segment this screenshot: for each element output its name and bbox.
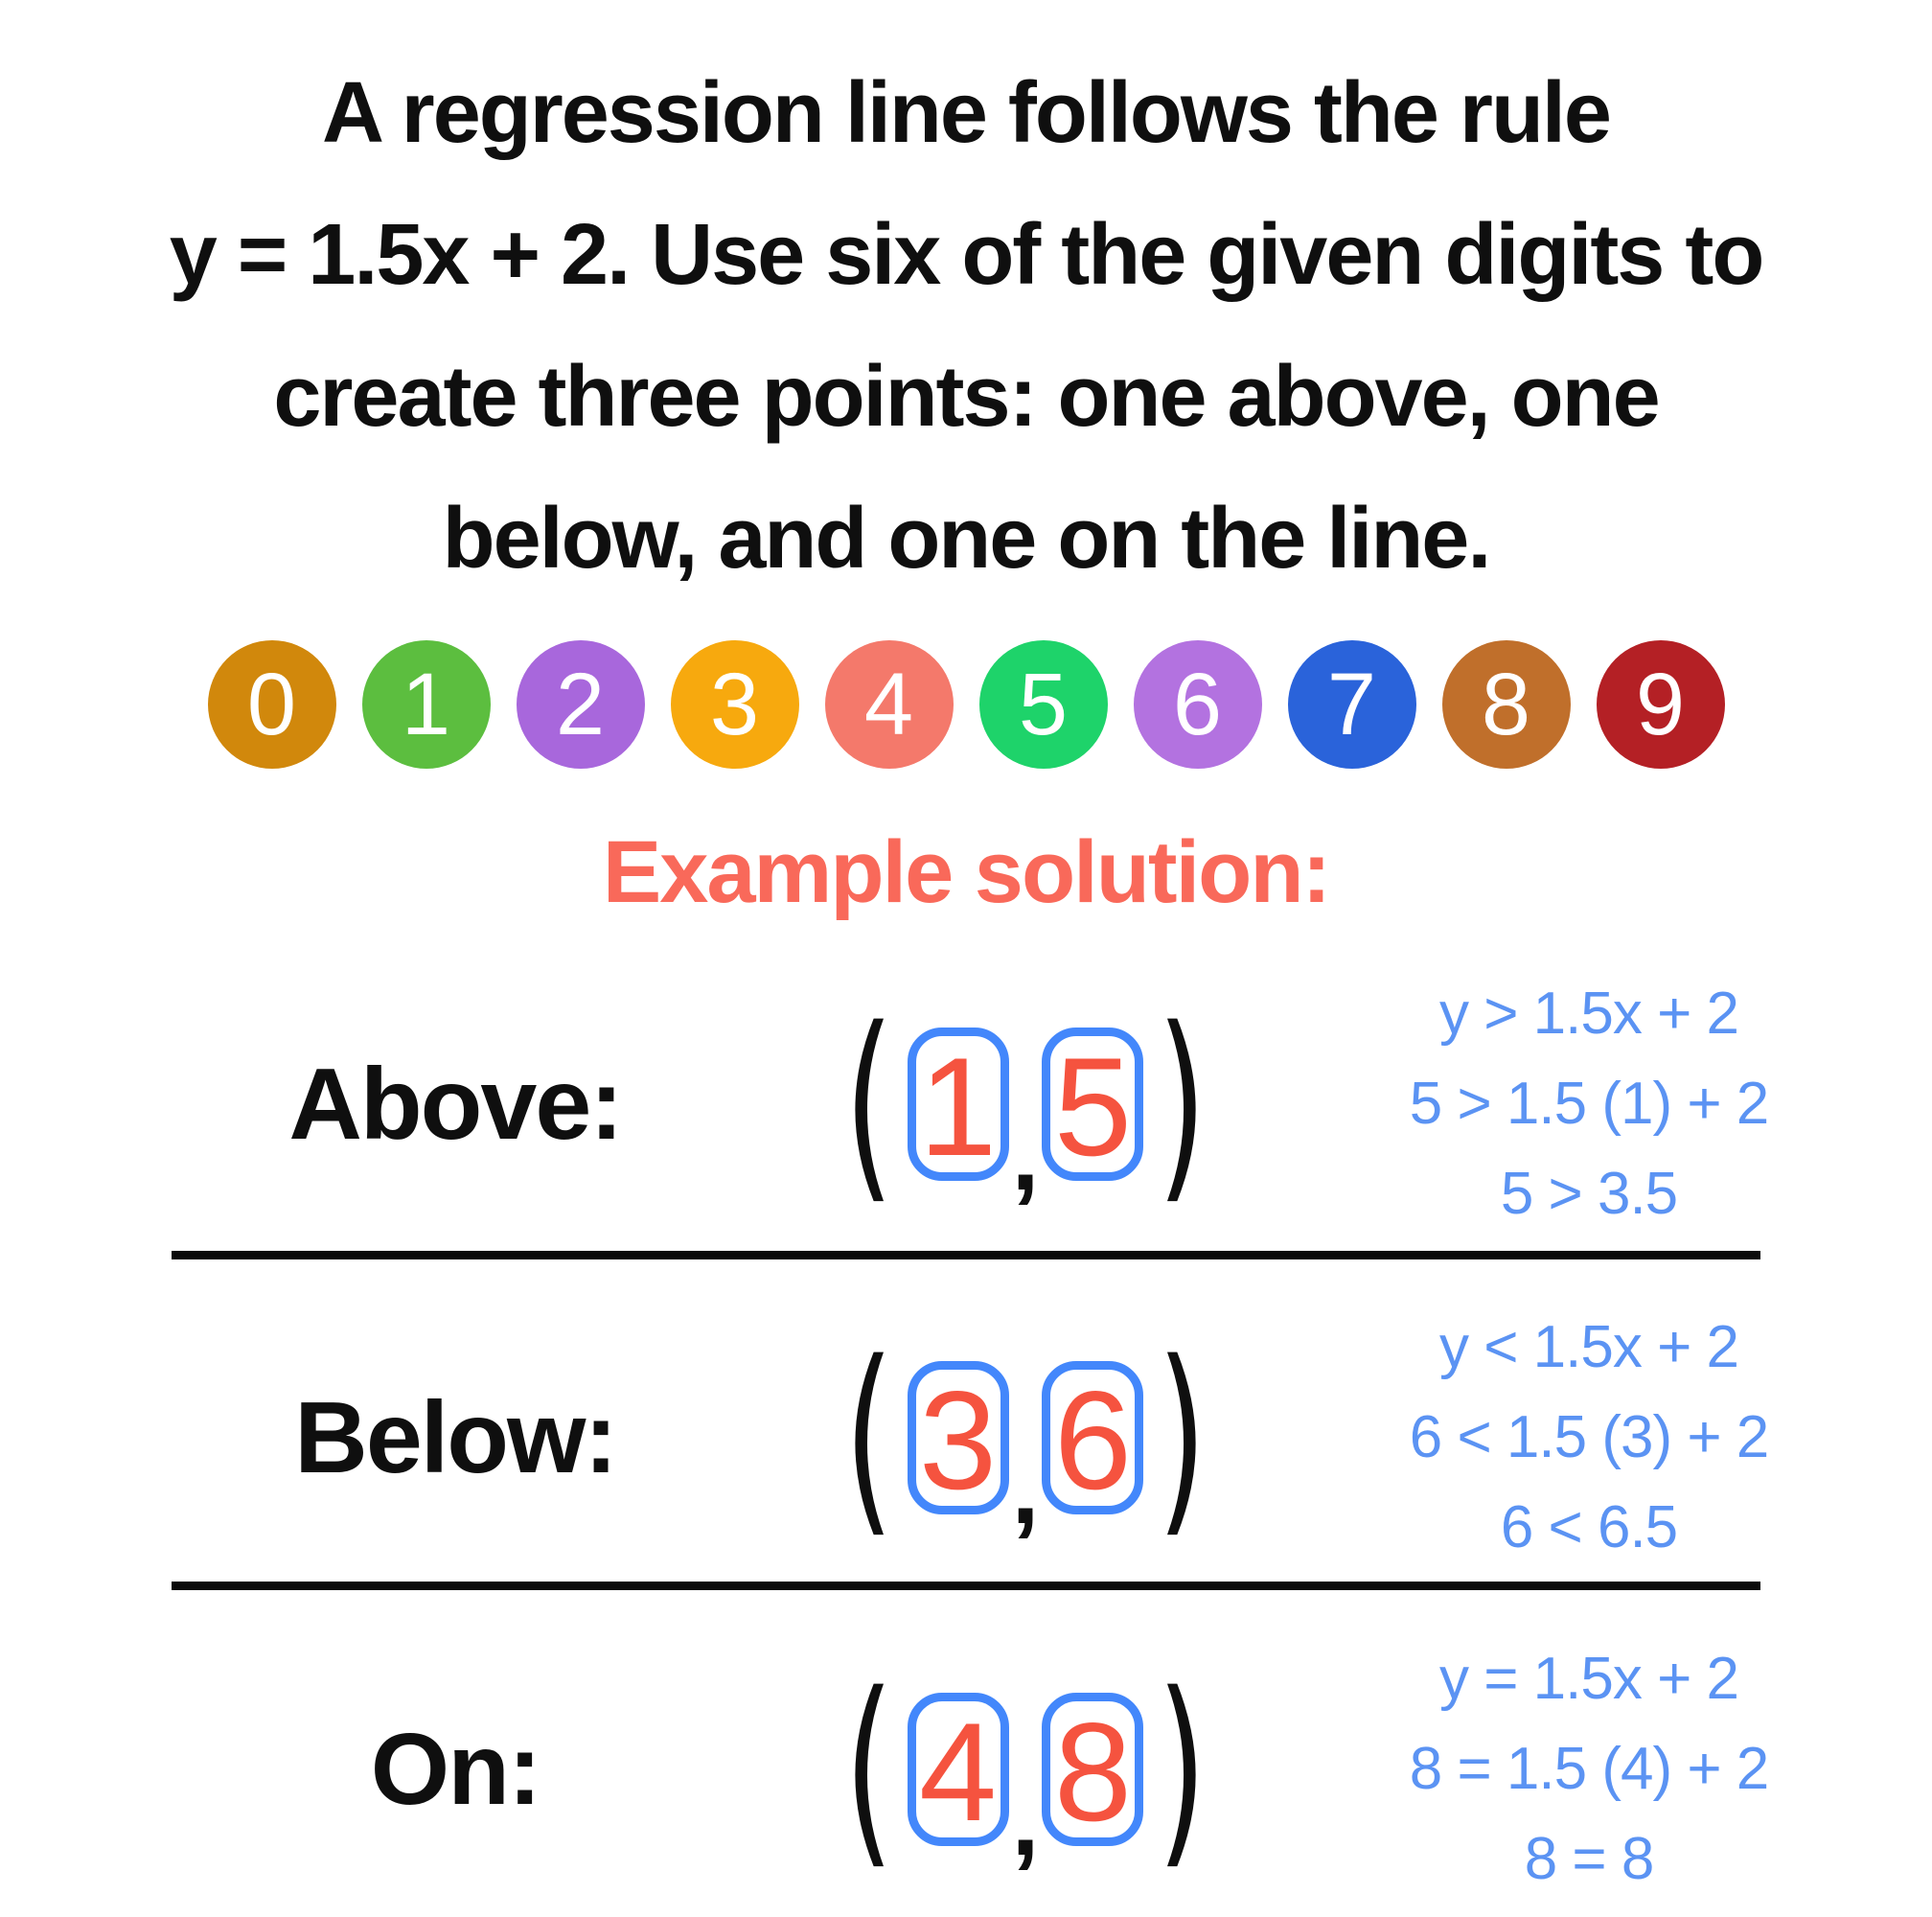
example-solution-heading: Example solution: bbox=[602, 823, 1330, 921]
digit-chip-label: 4 bbox=[863, 656, 914, 753]
math-line: 5 > 1.5 (1) + 2 bbox=[1409, 1071, 1769, 1137]
title-line-1: A regression line follows the rule bbox=[322, 65, 1610, 161]
digit-chip-9[interactable] bbox=[1597, 640, 1725, 769]
math-work-above bbox=[1301, 969, 1876, 1239]
math-line: y = 1.5x + 2 bbox=[1439, 1646, 1738, 1712]
math-line: 8 = 1.5 (4) + 2 bbox=[1409, 1736, 1769, 1802]
digit-chip-label: 7 bbox=[1326, 656, 1377, 753]
digit-chip-2[interactable] bbox=[517, 640, 645, 769]
y-digit-value: 8 bbox=[1053, 1694, 1133, 1850]
title-line-3: create three points: one above, one bbox=[273, 349, 1659, 445]
x-digit-box-above[interactable] bbox=[908, 1028, 1009, 1185]
math-work-on bbox=[1301, 1634, 1876, 1905]
digit-chip-label: 6 bbox=[1172, 656, 1223, 753]
row-label-below: Below: bbox=[294, 1380, 616, 1494]
digit-chip-label: 2 bbox=[555, 656, 606, 753]
close-paren: ) bbox=[1157, 984, 1207, 1224]
coordinate-pair-above bbox=[767, 984, 1284, 1224]
digit-chip-label: 0 bbox=[246, 656, 297, 753]
digit-chip-3[interactable] bbox=[671, 640, 799, 769]
y-digit-box-below[interactable] bbox=[1042, 1361, 1143, 1518]
math-line: 5 > 3.5 bbox=[1500, 1161, 1678, 1227]
y-digit-value: 5 bbox=[1053, 1028, 1133, 1185]
x-digit-value: 1 bbox=[918, 1028, 998, 1185]
comma: , bbox=[1011, 1766, 1040, 1877]
y-digit-box-on[interactable] bbox=[1042, 1693, 1143, 1850]
digit-chip-7[interactable] bbox=[1288, 640, 1416, 769]
divider-line-2 bbox=[172, 1582, 1760, 1590]
math-work-below bbox=[1301, 1303, 1876, 1573]
digit-chip-4[interactable] bbox=[825, 640, 954, 769]
digit-chip-row bbox=[0, 640, 1932, 769]
digit-chip-label: 5 bbox=[1018, 656, 1069, 753]
open-paren: ( bbox=[844, 984, 894, 1224]
math-line: y > 1.5x + 2 bbox=[1439, 981, 1738, 1047]
digit-chip-8[interactable] bbox=[1442, 640, 1571, 769]
divider-line-1 bbox=[172, 1251, 1760, 1259]
close-paren: ) bbox=[1157, 1650, 1207, 1889]
digit-chip-label: 1 bbox=[401, 656, 451, 753]
comma: , bbox=[1011, 1434, 1040, 1545]
example-row-below bbox=[0, 1294, 1932, 1582]
comma: , bbox=[1011, 1100, 1040, 1212]
example-row-above bbox=[0, 960, 1932, 1248]
digit-chip-0[interactable] bbox=[208, 640, 336, 769]
x-digit-box-below[interactable] bbox=[908, 1361, 1009, 1518]
row-label-above: Above: bbox=[288, 1047, 622, 1161]
open-paren: ( bbox=[844, 1650, 894, 1889]
x-digit-value: 4 bbox=[918, 1694, 998, 1850]
digit-chip-5[interactable] bbox=[979, 640, 1108, 769]
y-digit-value: 6 bbox=[1053, 1362, 1133, 1518]
x-digit-box-on[interactable] bbox=[908, 1693, 1009, 1850]
x-digit-value: 3 bbox=[918, 1362, 998, 1518]
coordinate-pair-on bbox=[767, 1650, 1284, 1889]
digit-chip-label: 3 bbox=[709, 656, 760, 753]
math-line: 6 < 6.5 bbox=[1500, 1494, 1678, 1560]
digit-chip-6[interactable] bbox=[1134, 640, 1262, 769]
math-line: y < 1.5x + 2 bbox=[1439, 1314, 1738, 1380]
coordinate-pair-below bbox=[767, 1318, 1284, 1558]
y-digit-box-above[interactable] bbox=[1042, 1028, 1143, 1185]
open-paren: ( bbox=[844, 1318, 894, 1558]
problem-statement bbox=[0, 42, 1932, 610]
title-line-4: below, and one on the line. bbox=[442, 491, 1490, 587]
title-line-2: y = 1.5x + 2. Use six of the given digits to bbox=[169, 207, 1763, 303]
digit-chip-label: 9 bbox=[1635, 656, 1686, 753]
row-label-on: On: bbox=[370, 1712, 540, 1826]
example-row-on bbox=[0, 1626, 1932, 1913]
math-line: 8 = 8 bbox=[1524, 1826, 1654, 1892]
digit-chip-label: 8 bbox=[1481, 656, 1531, 753]
math-line: 6 < 1.5 (3) + 2 bbox=[1409, 1404, 1769, 1470]
close-paren: ) bbox=[1157, 1318, 1207, 1558]
digit-chip-1[interactable] bbox=[362, 640, 491, 769]
